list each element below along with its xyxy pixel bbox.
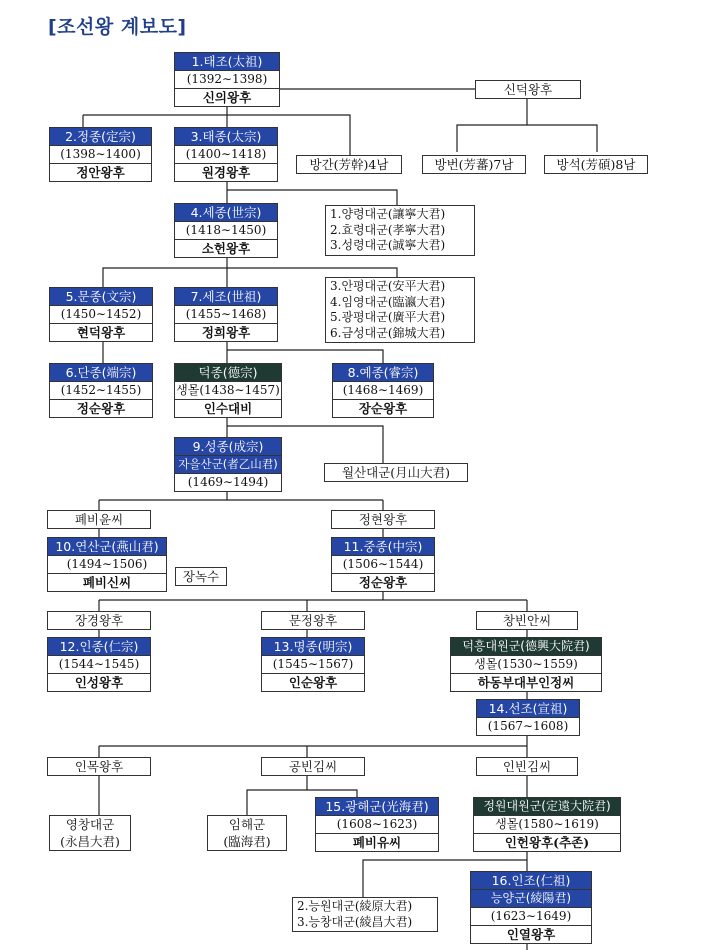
queen-name: 신의왕후 xyxy=(175,88,279,106)
king-myeongjong xyxy=(261,637,365,692)
king-name: 정원대원군(定遠大院君) xyxy=(474,798,620,815)
queen-name: 정순왕후 xyxy=(50,399,152,417)
list-item: 5.광평대군(廣平大君) xyxy=(330,310,446,324)
king-name: 1.태조(太祖) xyxy=(175,53,279,70)
prince-banggan: 방간(芳幹)4남 xyxy=(296,155,402,174)
life-years: 생몰(1580∼1619) xyxy=(474,815,620,833)
queen-name: 원경왕후 xyxy=(175,163,277,181)
consort-jangnoksu: 장녹수 xyxy=(175,567,227,586)
king-injong xyxy=(47,637,151,692)
prince-hanja: (永昌大君) xyxy=(60,834,120,849)
prince-name: 임해군 xyxy=(228,817,266,832)
king-taejo xyxy=(174,52,280,107)
prince-jeongwon-daewongun xyxy=(473,797,621,852)
king-taejong xyxy=(174,127,278,182)
list-item: 4.임영대군(臨瀛大君) xyxy=(330,294,446,309)
king-jungjong xyxy=(331,537,435,592)
queen-name: 장순왕후 xyxy=(333,399,433,417)
king-name: 6.단종(端宗) xyxy=(50,364,152,381)
list-item: 3.성령대군(誠寧大君) xyxy=(330,238,446,252)
reign-years: (1468∼1469) xyxy=(333,381,433,399)
taejong-sons-list xyxy=(325,205,475,256)
king-seongjong xyxy=(174,437,282,492)
reign-years: (1452∼1455) xyxy=(50,381,152,399)
king-name: 덕종(德宗) xyxy=(175,364,281,381)
consort-inmok: 인목왕후 xyxy=(47,757,151,776)
reign-years: (1398∼1400) xyxy=(50,145,151,163)
consort-janggyeong: 장경왕후 xyxy=(47,611,151,630)
king-alias: 자을산군(者乙山君) xyxy=(175,455,281,473)
prince-hanja: (臨海君) xyxy=(223,834,271,849)
prince-bangbeon: 방번(芳蕃)7남 xyxy=(422,155,526,174)
queen-name: 폐비신씨 xyxy=(48,573,166,591)
king-name: 16.인조(仁祖) xyxy=(471,872,591,889)
prince-yeongchang xyxy=(49,815,131,851)
posthumous-king-deokjong xyxy=(174,363,282,418)
king-name: 14.선조(宣祖) xyxy=(477,700,579,717)
reign-years: (1392∼1398) xyxy=(175,70,279,88)
consort-jeonghyeon: 정현왕후 xyxy=(331,510,435,529)
queen-name: 정희왕후 xyxy=(175,323,277,341)
king-jeongjong xyxy=(49,127,152,182)
king-name: 15.광해군(光海君) xyxy=(316,798,438,815)
reign-years: (1418∼1450) xyxy=(175,221,277,239)
queen-name: 정안왕후 xyxy=(50,163,151,181)
queen-name: 현덕왕후 xyxy=(50,323,152,341)
prince-bangseok: 방석(芳碩)8남 xyxy=(544,155,648,174)
king-gwanghaegun xyxy=(315,797,439,852)
consort-inbin: 인빈김씨 xyxy=(476,757,578,776)
consort-gongbin: 공빈김씨 xyxy=(261,757,365,776)
reign-years: (1545∼1567) xyxy=(262,655,364,673)
life-years: 생몰(1438∼1457) xyxy=(176,383,280,397)
king-name: 12.인종(仁宗) xyxy=(48,638,150,655)
queen-name: 소헌왕후 xyxy=(175,239,277,257)
king-name: 11.중종(中宗) xyxy=(332,538,434,555)
reign-years: (1623∼1649) xyxy=(471,907,591,925)
reign-years: (1608∼1623) xyxy=(316,815,438,833)
list-item: 2.능원대군(綾原大君) xyxy=(297,899,413,913)
reign-years: (1400∼1418) xyxy=(175,145,277,163)
reign-years: (1567∼1608) xyxy=(477,717,579,735)
reign-years: (1506∼1544) xyxy=(332,555,434,573)
king-name: 9.성종(成宗) xyxy=(175,438,281,455)
king-name: 3.태종(太宗) xyxy=(175,128,277,145)
king-name: 4.세종(世宗) xyxy=(175,204,277,221)
prince-deokheung-daewongun xyxy=(450,637,602,692)
reign-years: (1450∼1452) xyxy=(50,305,152,323)
prince-imhae xyxy=(207,815,287,851)
king-sejo xyxy=(174,287,278,342)
list-item: 3.안평대군(安平大君) xyxy=(330,279,446,293)
king-sejong xyxy=(174,203,278,258)
king-name: 5.문종(文宗) xyxy=(50,288,152,305)
king-name: 8.예종(睿宗) xyxy=(333,364,433,381)
reign-years: (1544∼1545) xyxy=(48,655,150,673)
queen-name: 인헌왕후(추존) xyxy=(474,833,620,851)
sejong-sons-list xyxy=(325,277,475,343)
life-years: 생몰(1530∼1559) xyxy=(451,655,601,673)
queen-name: 폐비유씨 xyxy=(316,833,438,851)
queen-name: 인순왕후 xyxy=(262,673,364,691)
queen-name: 인성왕후 xyxy=(48,673,150,691)
king-alias: 능양군(綾陽君) xyxy=(471,889,591,907)
consort-munjeong: 문정왕후 xyxy=(261,611,365,630)
queen-name: 정순왕후 xyxy=(332,573,434,591)
consort-sindeok: 신덕왕후 xyxy=(475,80,581,99)
consort-changbin: 창빈안씨 xyxy=(476,611,578,630)
king-danjong xyxy=(49,363,153,418)
king-name: 2.정종(定宗) xyxy=(50,128,151,145)
king-name: 13.명종(明宗) xyxy=(262,638,364,655)
prince-wolsan: 월산대군(月山大君) xyxy=(324,463,468,482)
queen-name: 인열왕후 xyxy=(471,925,591,943)
reign-years: (1469∼1494) xyxy=(175,473,281,491)
jeongwon-sons-list xyxy=(292,897,438,932)
consort-pyebiyun: 폐비윤씨 xyxy=(47,510,151,529)
king-munjong xyxy=(49,287,153,342)
king-name: 10.연산군(燕山君) xyxy=(48,538,166,555)
prince-name: 영창대군 xyxy=(65,817,115,832)
king-injo xyxy=(470,871,592,944)
reign-years: (1494∼1506) xyxy=(48,555,166,573)
king-yeonsangun xyxy=(47,537,167,592)
list-item: 1.양령대군(讓寧大君) xyxy=(330,207,446,221)
king-yejong xyxy=(332,363,434,418)
king-name: 덕흥대원군(德興大院君) xyxy=(451,638,601,655)
queen-name: 하동부대부인정씨 xyxy=(451,673,601,691)
page-title: [조선왕 계보도] xyxy=(48,16,187,38)
list-item: 2.효령대군(孝寧大君) xyxy=(330,222,446,237)
king-seonjo xyxy=(476,699,580,736)
list-item: 6.금성대군(錦城大君) xyxy=(330,325,446,340)
list-item: 3.능창대군(綾昌大君) xyxy=(297,914,413,929)
reign-years: (1455∼1468) xyxy=(175,305,277,323)
king-name: 7.세조(世祖) xyxy=(175,288,277,305)
queen-name: 인수대비 xyxy=(175,399,281,417)
